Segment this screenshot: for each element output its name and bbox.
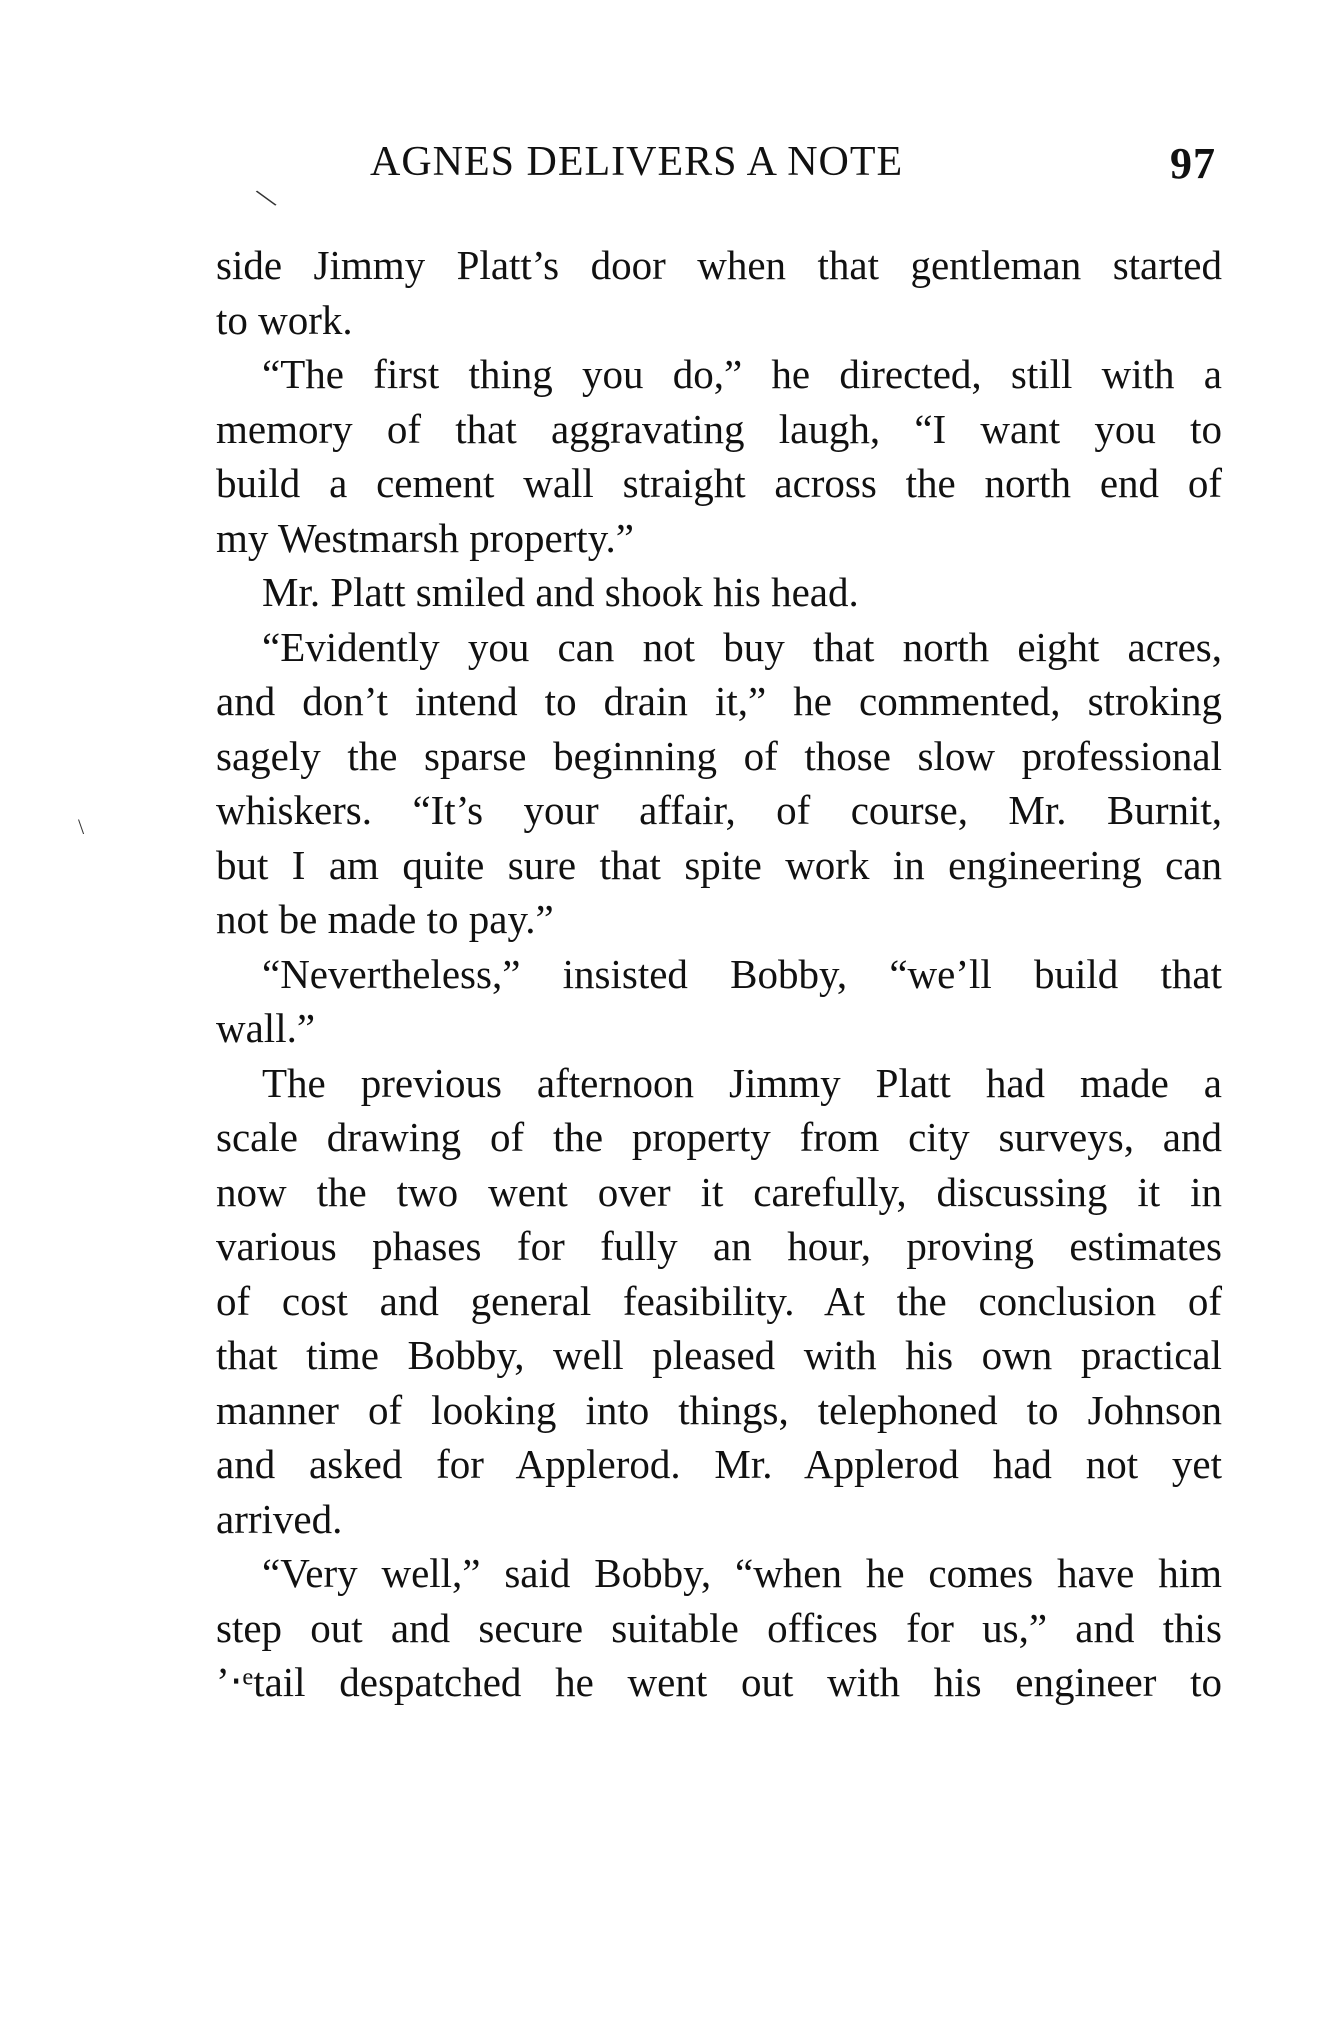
running-head [370, 138, 1216, 198]
text-line: to work. [216, 296, 353, 343]
text-line: and don’t intend to drain it,” he commented, stroking [216, 678, 1222, 724]
text-line: but I am quite sure that spite work in engineering can [216, 841, 1222, 888]
page-number: 97 [1170, 139, 1216, 188]
body-text [216, 238, 1222, 1710]
text-line: side Jimmy Platt’s door when that gentleman started [216, 242, 1222, 288]
text-line: whiskers. “It’s your affair, of course, Mr. Burnit, [216, 787, 1222, 833]
text-line: memory of that aggravating laugh, “I want you to [216, 405, 1222, 452]
text-line: scale drawing of the property from city surveys, and [216, 1114, 1222, 1160]
text-line: now the two went over it carefully, discussing it in [216, 1168, 1222, 1215]
stray-mark-2: \ [78, 814, 85, 839]
text-line: The previous afternoon Jimmy Platt had made a [262, 1059, 1222, 1106]
text-line: “Evidently you can not buy that north eight acres, [262, 623, 1222, 670]
text-line: of cost and general feasibility. At the conclusion of [216, 1277, 1222, 1324]
text-line: Mr. Platt smiled and shook his head. [262, 569, 859, 615]
text-line: sagely the sparse beginning of those slow professional [216, 732, 1222, 779]
text-line: my Westmarsh property.” [216, 514, 634, 561]
text-line: “The first thing you do,” he directed, still with a [262, 351, 1222, 397]
text-line: and asked for Applerod. Mr. Applerod had not yet [216, 1441, 1222, 1487]
stray-mark-1: \ [251, 180, 281, 217]
text-line: “Very well,” said Bobby, “when he comes have him [262, 1550, 1222, 1596]
text-line: that time Bobby, well pleased with his own practical [216, 1332, 1222, 1378]
text-line: arrived. [216, 1495, 343, 1542]
text-line: various phases for fully an hour, proving estimates [216, 1223, 1222, 1269]
text-line: step out and secure suitable offices for us,” and this [216, 1604, 1222, 1651]
text-line: ʼ‧ᵉtail despatched he went out with his engineer to [216, 1659, 1222, 1705]
text-line: manner of looking into things, telephoned to Johnson [216, 1386, 1222, 1433]
text-line: not be made to pay.” [216, 896, 554, 942]
text-line: “Nevertheless,” insisted Bobby, “we’ll build that [262, 950, 1222, 997]
chapter-title: AGNES DELIVERS A NOTE [370, 139, 904, 185]
text-line: wall.” [216, 1005, 316, 1051]
text-line: build a cement wall straight across the north end of [216, 460, 1222, 506]
